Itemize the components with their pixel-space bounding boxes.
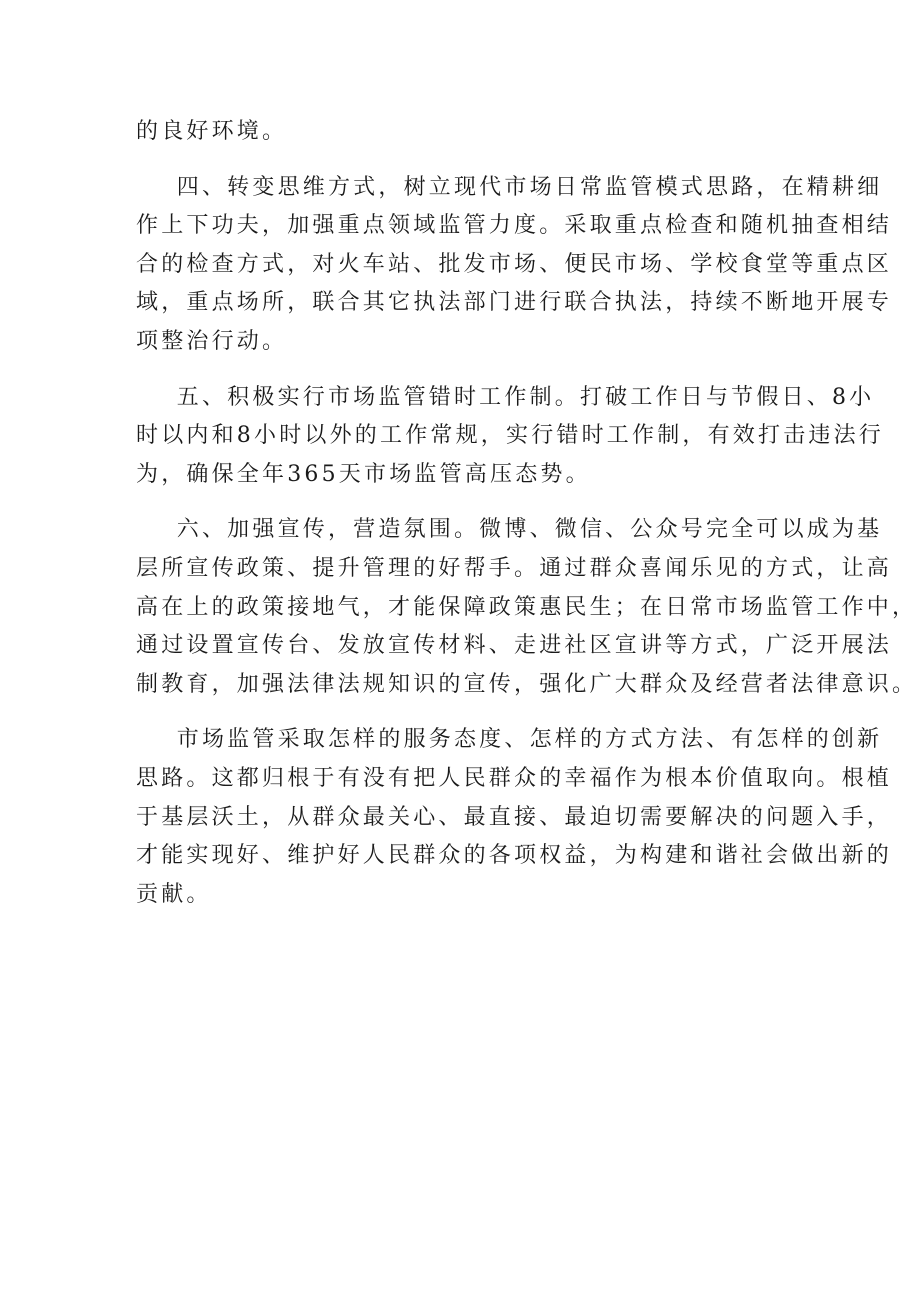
text-line: 域，重点场所，联合其它执法部门进行联合执法，持续不断地开展专 bbox=[136, 290, 893, 316]
text-line: 市场监管采取怎样的服务态度、怎样的方式方法、有怎样的创新 bbox=[136, 727, 883, 753]
text-line: 层所宣传政策、提升管理的好帮手。通过群众喜闻乐见的方式，让高 bbox=[136, 555, 893, 581]
text-line: 项整治行动。 bbox=[136, 328, 288, 354]
paragraph-gap bbox=[136, 362, 792, 379]
text-line: 高在上的政策接地气，才能保障政策惠民生；在日常市场监管工作中， bbox=[136, 594, 918, 620]
text-line: 时以内和8小时以外的工作常规，实行错时工作制，有效打击违法行 bbox=[136, 423, 884, 449]
text-line: 于基层沃土，从群众最关心、最直接、最迫切需要解决的问题入手， bbox=[136, 804, 893, 830]
document-body bbox=[136, 113, 918, 914]
text-line: 通过设置宣传台、发放宣传材料、走进社区宣讲等方式，广泛开展法 bbox=[136, 633, 893, 659]
paragraph-gap bbox=[136, 704, 792, 721]
text-line: 四、转变思维方式，树立现代市场日常监管模式思路，在精耕细 bbox=[136, 174, 883, 200]
paragraph-1 bbox=[136, 113, 792, 152]
text-line: 才能实现好、维护好人民群众的各项权益，为构建和谐社会做出新的 bbox=[136, 843, 893, 869]
text-line: 的良好环境。 bbox=[136, 119, 288, 144]
text-line: 合的检查方式，对火车站、批发市场、便民市场、学校食堂等重点区 bbox=[136, 251, 893, 277]
text-line: 六、加强宣传，营造氛围。微博、微信、公众号完全可以成为基 bbox=[136, 517, 883, 543]
text-line: 为，确保全年365天市场监管高压态势。 bbox=[136, 461, 591, 487]
paragraph-2 bbox=[136, 169, 893, 362]
paragraph-gap bbox=[136, 152, 792, 169]
paragraph-5 bbox=[136, 721, 893, 914]
text-line: 思路。这都归根于有没有把人民群众的幸福作为根本价值取向。根植 bbox=[136, 765, 893, 791]
text-line: 作上下功夫，加强重点领域监管力度。采取重点检查和随机抽查相结 bbox=[136, 213, 893, 239]
paragraph-gap bbox=[136, 494, 792, 511]
text-line: 制教育，加强法律法规知识的宣传，强化广大群众及经营者法律意识。 bbox=[136, 671, 918, 697]
text-line: 五、积极实行市场监管错时工作制。打破工作日与节假日、8小 bbox=[136, 384, 875, 410]
paragraph-4 bbox=[136, 511, 918, 704]
paragraph-3 bbox=[136, 379, 884, 495]
text-line: 贡献。 bbox=[136, 881, 212, 907]
